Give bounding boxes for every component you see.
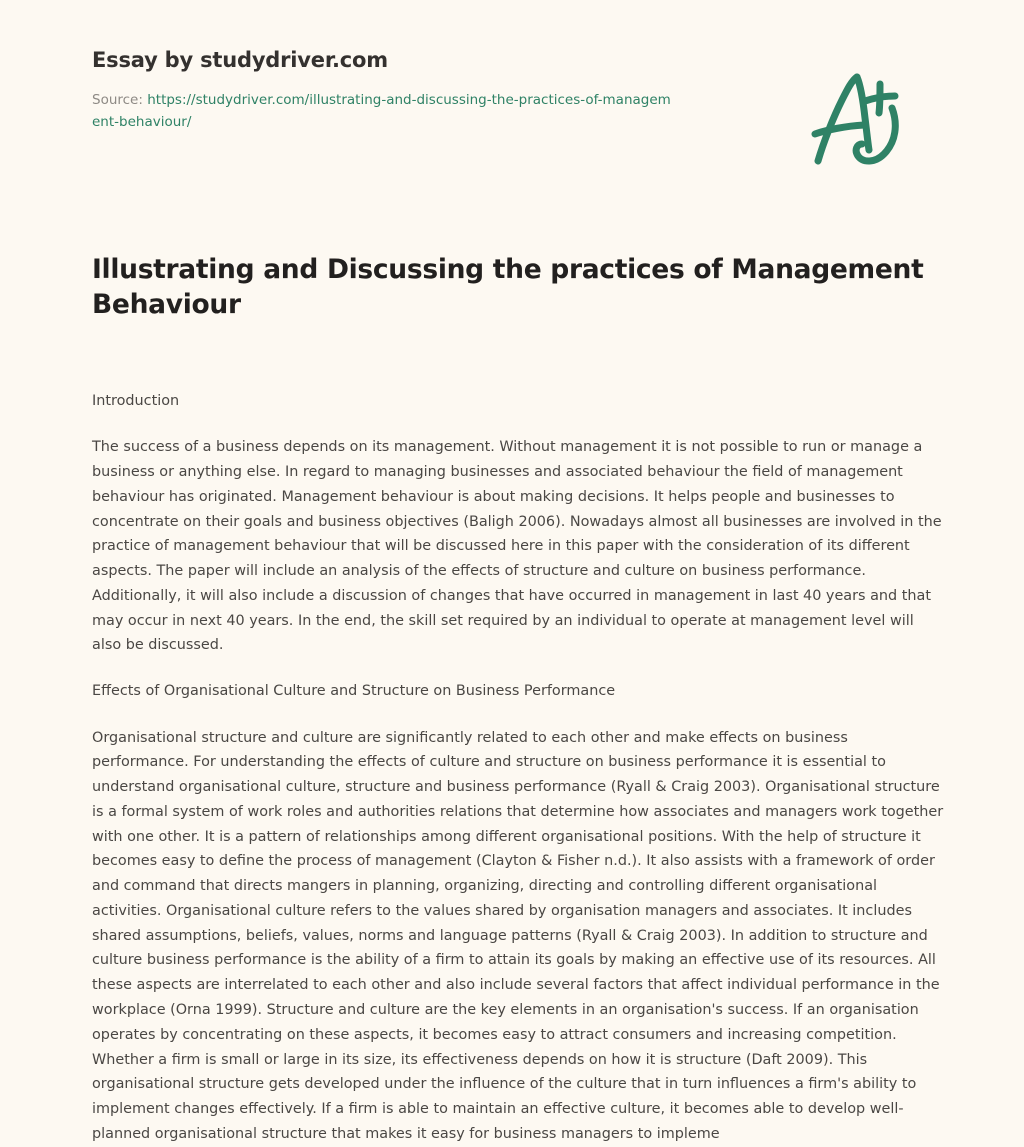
spacer: [92, 658, 944, 680]
a-plus-logo-icon: [806, 68, 910, 168]
page-header: [92, 48, 792, 134]
brand-title: Essay by studydriver.com: [92, 48, 388, 72]
section-paragraph-effects: Organisational structure and culture are significantly related to each other and make effects on business performance. For understanding the effects of culture and structure on business performance it is essential to understand organisational culture, structure and business performance (Ryall & Craig 2003). Organisational structure is a formal system of work roles and authorities relations that determine how associates and managers work together with one other. It is a pattern of relationships among different organisational positions. With the help of structure it becomes easy to define the process of management (Clayton & Fisher n.d.). It also assists with a framework of order and command that directs mangers in planning, organizing, directing and controlling different organisational activities. Organisational culture refers to the values shared by organisation managers and associates. It includes shared assumptions, beliefs, values, norms and language patterns (Ryall & Craig 2003). In addition to structure and culture business performance is the ability of a firm to attain its goals by making an effective use of its resources. All these aspects are interrelated to each other and also include several factors that affect individual performance in the workplace (Orna 1999). Structure and culture are the key elements in an organisation's success. If an organisation operates by concentrating on these aspects, it becomes easy to attract consumers and increasing competition. Whether a firm is small or large in its size, its effectiveness depends on how it is structure (Daft 2009). This organisational structure gets developed under the influence of the culture that in turn influences a firm's ability to implement changes effectively. If a firm is able to maintain an effective culture, it becomes able to develop well-planned organisational structure that makes it easy for business managers to impleme: [92, 729, 944, 1142]
section-heading-introduction: Introduction: [92, 393, 180, 409]
source-label: Source:: [92, 92, 148, 109]
page-title: Illustrating and Discussing the practices of Management Behaviour: [92, 254, 924, 321]
essay-body: [92, 390, 944, 1147]
spacer: [92, 413, 944, 435]
section-heading-effects: Effects of Organisational Culture and Structure on Business Performance: [92, 683, 616, 700]
a-plus-logo: [806, 68, 910, 168]
spacer: [92, 704, 944, 726]
source-line: [92, 90, 672, 134]
source-url-link[interactable]: https://studydriver.com/illustrating-and-discussing-the-practices-of-management-behaviour/: [92, 92, 671, 131]
section-paragraph-introduction: The success of a business depends on its management. Without management it is not possible to run or manage a business or anything else. In regard to managing businesses and associated behaviour the field of management behaviour has originated. Management behaviour is about making decisions. It helps people and businesses to concentrate on their goals and business objectives (Baligh 2006). Nowadays almost all businesses are involved in the practice of management behaviour that will be discussed here in this paper with the consideration of its different aspects. The paper will include an analysis of the effects of structure and culture on business performance. Additionally, it will also include a discussion of changes that have occurred in management in last 40 years and that may occur in next 40 years. In the end, the skill set required by an individual to operate at management level will also be discussed.: [92, 439, 942, 654]
